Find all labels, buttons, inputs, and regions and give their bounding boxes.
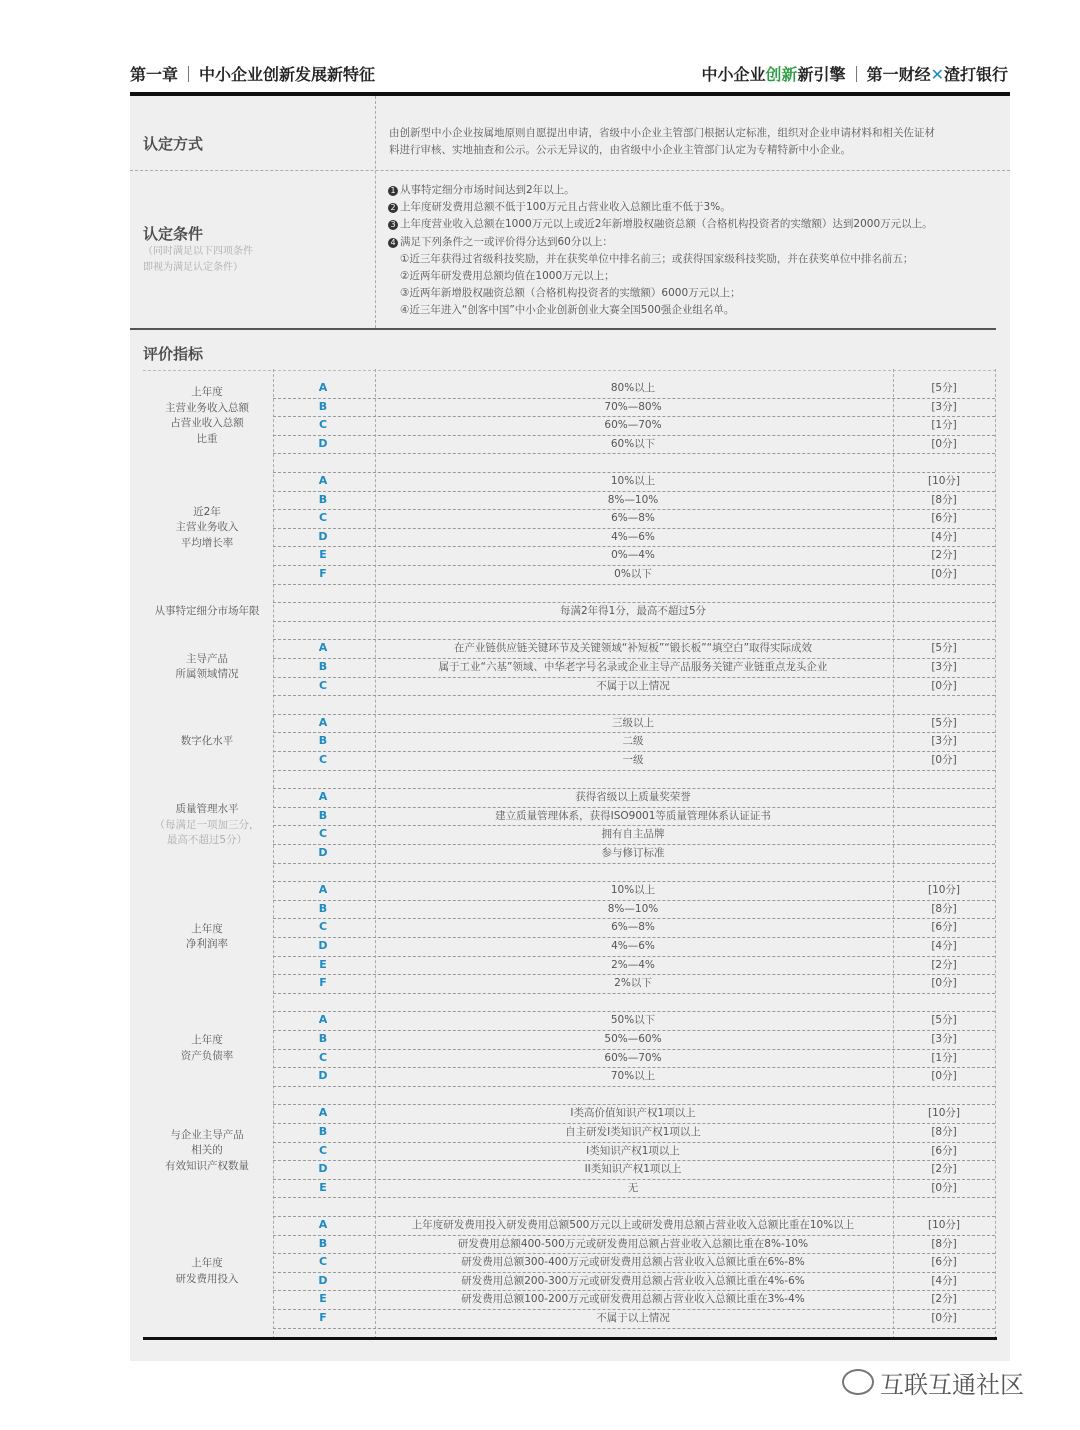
- indicator-name: [143, 652, 271, 683]
- score-text: [6分]: [931, 1144, 957, 1157]
- indicator-name-line: 主营业务收入总额: [165, 401, 249, 414]
- table-row: [273, 509, 995, 529]
- indicator-name-line: 上年度: [191, 386, 223, 399]
- criterion-text: 2%以下: [614, 977, 652, 990]
- table-row: [273, 602, 995, 622]
- conditions-label: 认定条件: [143, 225, 204, 243]
- criterion-text: 80%以上: [610, 382, 656, 394]
- grade-letter: E: [319, 548, 327, 562]
- header-divider: [188, 66, 189, 82]
- grade-letter: C: [318, 678, 328, 692]
- indicator-name-line: 上年度: [191, 1257, 223, 1270]
- table-row: [273, 1049, 995, 1069]
- method-line: 由创新型中小企业按属地原则自愿提出申请，省级中小企业主管部门根据认定标准，组织对企业申请材料和相关佐证材: [389, 127, 935, 139]
- criterion-text: 60%—70%: [604, 1051, 662, 1064]
- criterion-text: 拥有自主品牌: [601, 828, 665, 841]
- criterion-text: 4%—6%: [611, 530, 655, 543]
- grade-letter: F: [319, 976, 327, 990]
- table-row: [273, 1253, 995, 1273]
- method-text: [389, 125, 999, 159]
- grade-letter: D: [318, 846, 328, 859]
- chapter-heading: [130, 62, 375, 85]
- indicator-name: [143, 505, 271, 552]
- group-separator: [273, 863, 995, 883]
- table-row: [273, 1011, 995, 1031]
- score-text: [4分]: [931, 940, 957, 952]
- score-text: [5分]: [931, 1014, 957, 1027]
- score-text: [3分]: [931, 400, 957, 413]
- indicator-name-line: 主导产品: [186, 652, 228, 665]
- condition-subitem: ①近三年获得过省级科技奖励，并在获奖单位中排名前三；或获得国家级科技奖励，并在获奖单位中排名前五；: [400, 252, 914, 265]
- criterion-text: 60%以下: [610, 437, 656, 450]
- grade-letter: C: [318, 827, 328, 841]
- indicator-name: [143, 1256, 271, 1287]
- condition-subitem: ②近两年研发费用总额均值在1000万元以上；: [400, 270, 615, 283]
- grade-letter: C: [318, 418, 328, 432]
- table-row: [273, 1272, 995, 1292]
- table-row: [273, 1290, 995, 1310]
- grade-letter: A: [318, 474, 328, 487]
- score-text: [10分]: [927, 884, 961, 897]
- criterion-text: I类知识产权1项以上: [586, 1144, 680, 1157]
- criterion-text: 不属于以上情况: [596, 1312, 670, 1324]
- score-text: [5分]: [931, 382, 957, 394]
- indicator-note-line: 最高不超过5分）: [166, 834, 248, 847]
- criterion-text: 二级: [622, 735, 644, 748]
- table-row: [273, 956, 995, 976]
- criterion-text: 6%—8%: [611, 512, 655, 525]
- grade-letter: C: [318, 753, 328, 766]
- grade-letter: C: [318, 511, 328, 525]
- score-text: [3分]: [931, 1033, 957, 1045]
- criterion-text: 50%—60%: [604, 1033, 662, 1045]
- indicator-name-line: 主营业务收入: [175, 521, 239, 534]
- criterion-text: 70%—80%: [604, 400, 662, 413]
- score-text: [2分]: [931, 549, 957, 562]
- score-text: [8分]: [931, 493, 957, 506]
- score-text: [10分]: [927, 475, 961, 487]
- criterion-text: 参与修订标准: [601, 847, 665, 859]
- indicator-name: [143, 1033, 271, 1064]
- table-row: [273, 937, 995, 957]
- indicator-name-line: 研发费用投入: [175, 1272, 239, 1285]
- indicator-name: [143, 802, 271, 849]
- criterion-text: 一级: [622, 754, 644, 766]
- criterion-text: 0%—4%: [611, 549, 655, 562]
- score-text: [0分]: [931, 977, 957, 990]
- criterion-text: 自主研发I类知识产权1项以上: [565, 1126, 701, 1138]
- conditions-list: [388, 182, 1003, 320]
- condition-text: 满足下列条件之一或评价得分达到60分以上：: [400, 235, 613, 248]
- criterion-text: 研发费用总额400-500万元或研发费用总额占营业收入总额比重在8%-10%: [457, 1237, 809, 1250]
- table-row: [273, 658, 995, 678]
- table-row: [273, 398, 995, 418]
- table-row: [273, 900, 995, 920]
- condition-text: 上年度研发费用总额不低于100万元且占营业收入总额比重不低于3%。: [400, 201, 731, 214]
- criterion-text: 在产业链供应链关键环节及关键领域“补短板”“锻长板”“填空白”取得实际成效: [453, 642, 813, 655]
- score-text: [8分]: [931, 902, 957, 915]
- score-text: [2分]: [931, 1293, 957, 1306]
- conditions-note-line: （同时满足以下四项条件: [143, 246, 253, 257]
- indicator-name: [143, 385, 271, 447]
- score-text: [0分]: [931, 1070, 957, 1083]
- conditions-note-line: 即视为满足认定条件）: [143, 262, 243, 273]
- table-row: [273, 807, 995, 827]
- group-separator: [273, 770, 995, 790]
- condition-item: [388, 234, 1003, 251]
- criterion-text: I类高价值知识产权1项以上: [570, 1107, 696, 1120]
- table-row: [273, 732, 995, 752]
- table-row: [273, 435, 995, 455]
- number-badge-icon: 1: [388, 186, 398, 196]
- grade-letter: A: [318, 1106, 328, 1120]
- grade-letter: D: [318, 939, 328, 952]
- score-text: [8分]: [931, 1126, 957, 1138]
- grade-letter: D: [318, 1273, 328, 1287]
- table-row: [273, 751, 995, 771]
- score-text: [0分]: [931, 437, 957, 450]
- evaluation-label: 评价指标: [143, 345, 204, 363]
- table-row: [273, 379, 995, 399]
- grade-letter: B: [318, 660, 328, 673]
- indicator-name-line: 近2年: [193, 505, 221, 518]
- evaluation-table: [143, 369, 997, 1339]
- condition-subitem: ④近三年进入“创客中国”中小企业创新创业大赛全国500强企业组名单。: [400, 304, 735, 317]
- brand-text-a: 中小企业: [701, 65, 766, 84]
- table-row: [273, 825, 995, 845]
- group-separator: [273, 621, 995, 641]
- criterion-text: 不属于以上情况: [596, 679, 670, 692]
- group-separator: [273, 695, 995, 715]
- score-text: [6分]: [931, 512, 957, 525]
- partner-a: 第一财经: [866, 65, 931, 84]
- grade-letter: E: [319, 957, 327, 971]
- number-badge-icon: 2: [388, 203, 398, 213]
- table-row: [273, 1160, 995, 1180]
- score-text: [2分]: [931, 958, 957, 971]
- brand-text-green: 创新: [765, 65, 798, 84]
- indicator-name-line: 相关的: [191, 1144, 223, 1157]
- criterion-text: 2%—4%: [611, 958, 655, 971]
- indicator-name-line: 所属领域情况: [175, 668, 239, 681]
- table-row: [273, 1179, 995, 1199]
- score-text: [0分]: [931, 568, 957, 580]
- criterion-text: 无: [627, 1181, 639, 1194]
- section-divider: [375, 96, 376, 328]
- score-text: [1分]: [931, 1051, 957, 1064]
- condition-subitem: ③近两年新增股权融资总额（合格机构投资者的实缴额）6000万元以上；: [400, 287, 741, 300]
- table-row: [273, 974, 995, 994]
- criterion-text: 50%以下: [610, 1014, 656, 1027]
- score-text: [8分]: [931, 1237, 957, 1250]
- score-text: [5分]: [931, 642, 957, 655]
- grade-letter: A: [318, 883, 328, 897]
- cross-icon: ✕: [930, 65, 944, 84]
- method-line: 料进行审核、实地抽查和公示。公示无异议的，由省级中小企业主管部门认定为专精特新中小企业。: [389, 144, 851, 156]
- chapter-number: 第一章: [130, 65, 179, 84]
- grade-letter: A: [318, 641, 328, 655]
- indicator-name: [143, 604, 271, 620]
- criterion-text: 8%—10%: [607, 493, 659, 506]
- score-text: [10分]: [927, 1107, 961, 1120]
- indicator-name-line: 占营业收入总额: [170, 417, 244, 430]
- number-badge-icon: 4: [388, 238, 398, 248]
- condition-text: 从事特定细分市场时间达到2年以上。: [400, 184, 575, 196]
- brand-divider: [856, 66, 857, 82]
- number-badge-icon: 3: [388, 220, 398, 230]
- score-text: [0分]: [931, 1312, 957, 1324]
- table-row: [273, 1216, 995, 1236]
- table-row: [273, 546, 995, 566]
- method-label: 认定方式: [143, 135, 204, 153]
- criterion-text: 8%—10%: [607, 902, 659, 915]
- score-text: [4分]: [931, 530, 957, 543]
- grade-letter: B: [318, 399, 328, 413]
- grade-letter: A: [318, 381, 328, 394]
- table-row: [273, 881, 995, 901]
- criterion-text: 研发费用总额100-200万元或研发费用总额占营业收入总额比重在3%-4%: [461, 1293, 805, 1306]
- grade-letter: D: [318, 1069, 328, 1083]
- score-text: [3分]: [931, 661, 957, 673]
- group-separator: [273, 1197, 995, 1217]
- indicator-name-line: 上年度: [191, 1034, 223, 1047]
- indicator-name-line: 净利润率: [186, 938, 228, 950]
- table-row: [273, 491, 995, 511]
- table-row: [273, 472, 995, 492]
- grade-letter: E: [319, 1292, 327, 1306]
- criterion-text: 10%以上: [610, 884, 656, 897]
- table-row: [273, 1309, 995, 1329]
- grade-letter: C: [318, 1255, 328, 1269]
- table-row: [273, 918, 995, 938]
- table-row: [273, 1142, 995, 1162]
- criterion-text: 60%—70%: [604, 419, 662, 432]
- criterion-text: 每满2年得1分，最高不超过5分: [559, 605, 707, 618]
- table-row: [273, 416, 995, 436]
- grade-letter: A: [318, 715, 328, 729]
- condition-item: [388, 182, 1003, 199]
- indicator-name-line: 上年度: [191, 922, 223, 935]
- criterion-text: II类知识产权1项以上: [584, 1163, 682, 1176]
- score-text: [2分]: [931, 1163, 957, 1176]
- chapter-title: 中小企业创新发展新特征: [199, 65, 376, 84]
- indicator-name-line: 从事特定细分市场年限: [154, 604, 260, 617]
- score-text: [0分]: [931, 679, 957, 692]
- grade-letter: A: [318, 1218, 328, 1231]
- grade-letter: E: [319, 1180, 327, 1194]
- score-text: [6分]: [931, 921, 957, 934]
- score-text: [1分]: [931, 419, 957, 432]
- divider: [130, 170, 1010, 171]
- criterion-text: 上年度研发费用投入研发费用总额500万元以上或研发费用总额占营业收入总额比重在10%以上: [411, 1219, 855, 1231]
- table-row: [273, 1104, 995, 1124]
- wechat-icon: [842, 1369, 874, 1395]
- table-row: [273, 639, 995, 659]
- table-row: [273, 1235, 995, 1255]
- group-separator: [273, 453, 995, 473]
- table-row: [273, 844, 995, 864]
- score-text: [4分]: [931, 1274, 957, 1287]
- table-row: [273, 788, 995, 808]
- condition-item: [388, 216, 1003, 233]
- table-bottom-rule: [143, 1337, 997, 1340]
- publication-brand: [702, 62, 1008, 85]
- grade-letter: D: [318, 436, 328, 450]
- divider: [130, 328, 996, 330]
- grade-letter: B: [318, 1236, 328, 1250]
- table-row: [273, 677, 995, 697]
- criterion-text: 研发费用总额200-300万元或研发费用总额占营业收入总额比重在4%-6%: [461, 1274, 805, 1287]
- table-row: [273, 714, 995, 734]
- grade-letter: B: [318, 1032, 328, 1045]
- score-text: [3分]: [931, 735, 957, 748]
- group-separator: [273, 1086, 995, 1106]
- grade-letter: B: [318, 734, 328, 748]
- column-divider: [995, 369, 996, 1339]
- grade-letter: A: [318, 790, 328, 804]
- table-row: [273, 1030, 995, 1050]
- table-row: [273, 1123, 995, 1143]
- criterion-text: 6%—8%: [611, 921, 655, 934]
- grade-letter: B: [318, 1125, 328, 1138]
- condition-text: 上年度营业收入总额在1000万元以上或近2年新增股权融资总额（合格机构投资者的实缴额）达到2000万元以上。: [400, 218, 933, 231]
- group-separator: [273, 993, 995, 1013]
- partner-b: 渣打银行: [943, 65, 1008, 84]
- conditions-note: [143, 244, 253, 276]
- score-text: [0分]: [931, 1181, 957, 1194]
- indicator-name-line: 比重: [196, 432, 218, 445]
- grade-letter: D: [318, 1162, 328, 1176]
- criterion-text: 0%以下: [614, 568, 652, 580]
- grade-letter: C: [318, 920, 328, 934]
- indicator-name: [143, 922, 271, 953]
- grade-letter: B: [318, 492, 328, 506]
- watermark-text: 互联互通社区: [880, 1371, 1024, 1399]
- indicator-name: [143, 1128, 271, 1175]
- grade-letter: B: [318, 808, 328, 822]
- group-separator: [273, 584, 995, 604]
- indicator-name: [143, 734, 271, 750]
- indicator-name-line: 数字化水平: [180, 734, 234, 747]
- criterion-text: 获得省级以上质量奖荣誉: [575, 791, 691, 804]
- brand-text-c: 新引擎: [797, 65, 846, 84]
- grade-letter: C: [318, 1050, 328, 1064]
- grade-letter: C: [318, 1143, 328, 1157]
- indicator-note-line: （每满足一项加三分，: [154, 818, 260, 831]
- grade-letter: B: [318, 901, 328, 915]
- score-text: [5分]: [931, 716, 957, 729]
- table-row: [273, 528, 995, 548]
- grade-letter: F: [319, 1311, 327, 1324]
- watermark: [842, 1365, 1024, 1400]
- score-text: [6分]: [931, 1256, 957, 1269]
- criterion-text: 70%以上: [610, 1070, 656, 1083]
- score-text: [0分]: [931, 754, 957, 766]
- condition-item: [388, 199, 1003, 216]
- table-row: [273, 1067, 995, 1087]
- criterion-text: 三级以上: [612, 716, 654, 729]
- indicator-name-line: 与企业主导产品: [170, 1128, 244, 1141]
- criterion-text: 建立质量管理体系，获得ISO9001等质量管理体系认证证书: [495, 809, 771, 822]
- criterion-text: 研发费用总额300-400万元或研发费用总额占营业收入总额比重在6%-8%: [461, 1256, 805, 1269]
- indicator-name-line: 平均增长率: [180, 536, 234, 549]
- indicator-name-line: 有效知识产权数量: [165, 1159, 249, 1172]
- criterion-text: 4%—6%: [611, 940, 655, 952]
- score-text: [10分]: [927, 1219, 961, 1231]
- criterion-text: 10%以上: [610, 475, 656, 487]
- grade-letter: A: [318, 1013, 328, 1027]
- grade-letter: F: [319, 567, 327, 580]
- indicator-name-line: 资产负债率: [180, 1049, 234, 1062]
- indicator-name-line: 质量管理水平: [175, 803, 239, 816]
- grade-letter: D: [318, 529, 328, 543]
- criterion-text: 属于工业“六基”领域、中华老字号名录或企业主导产品服务关键产业链重点龙头企业: [438, 661, 828, 673]
- table-row: [273, 565, 995, 585]
